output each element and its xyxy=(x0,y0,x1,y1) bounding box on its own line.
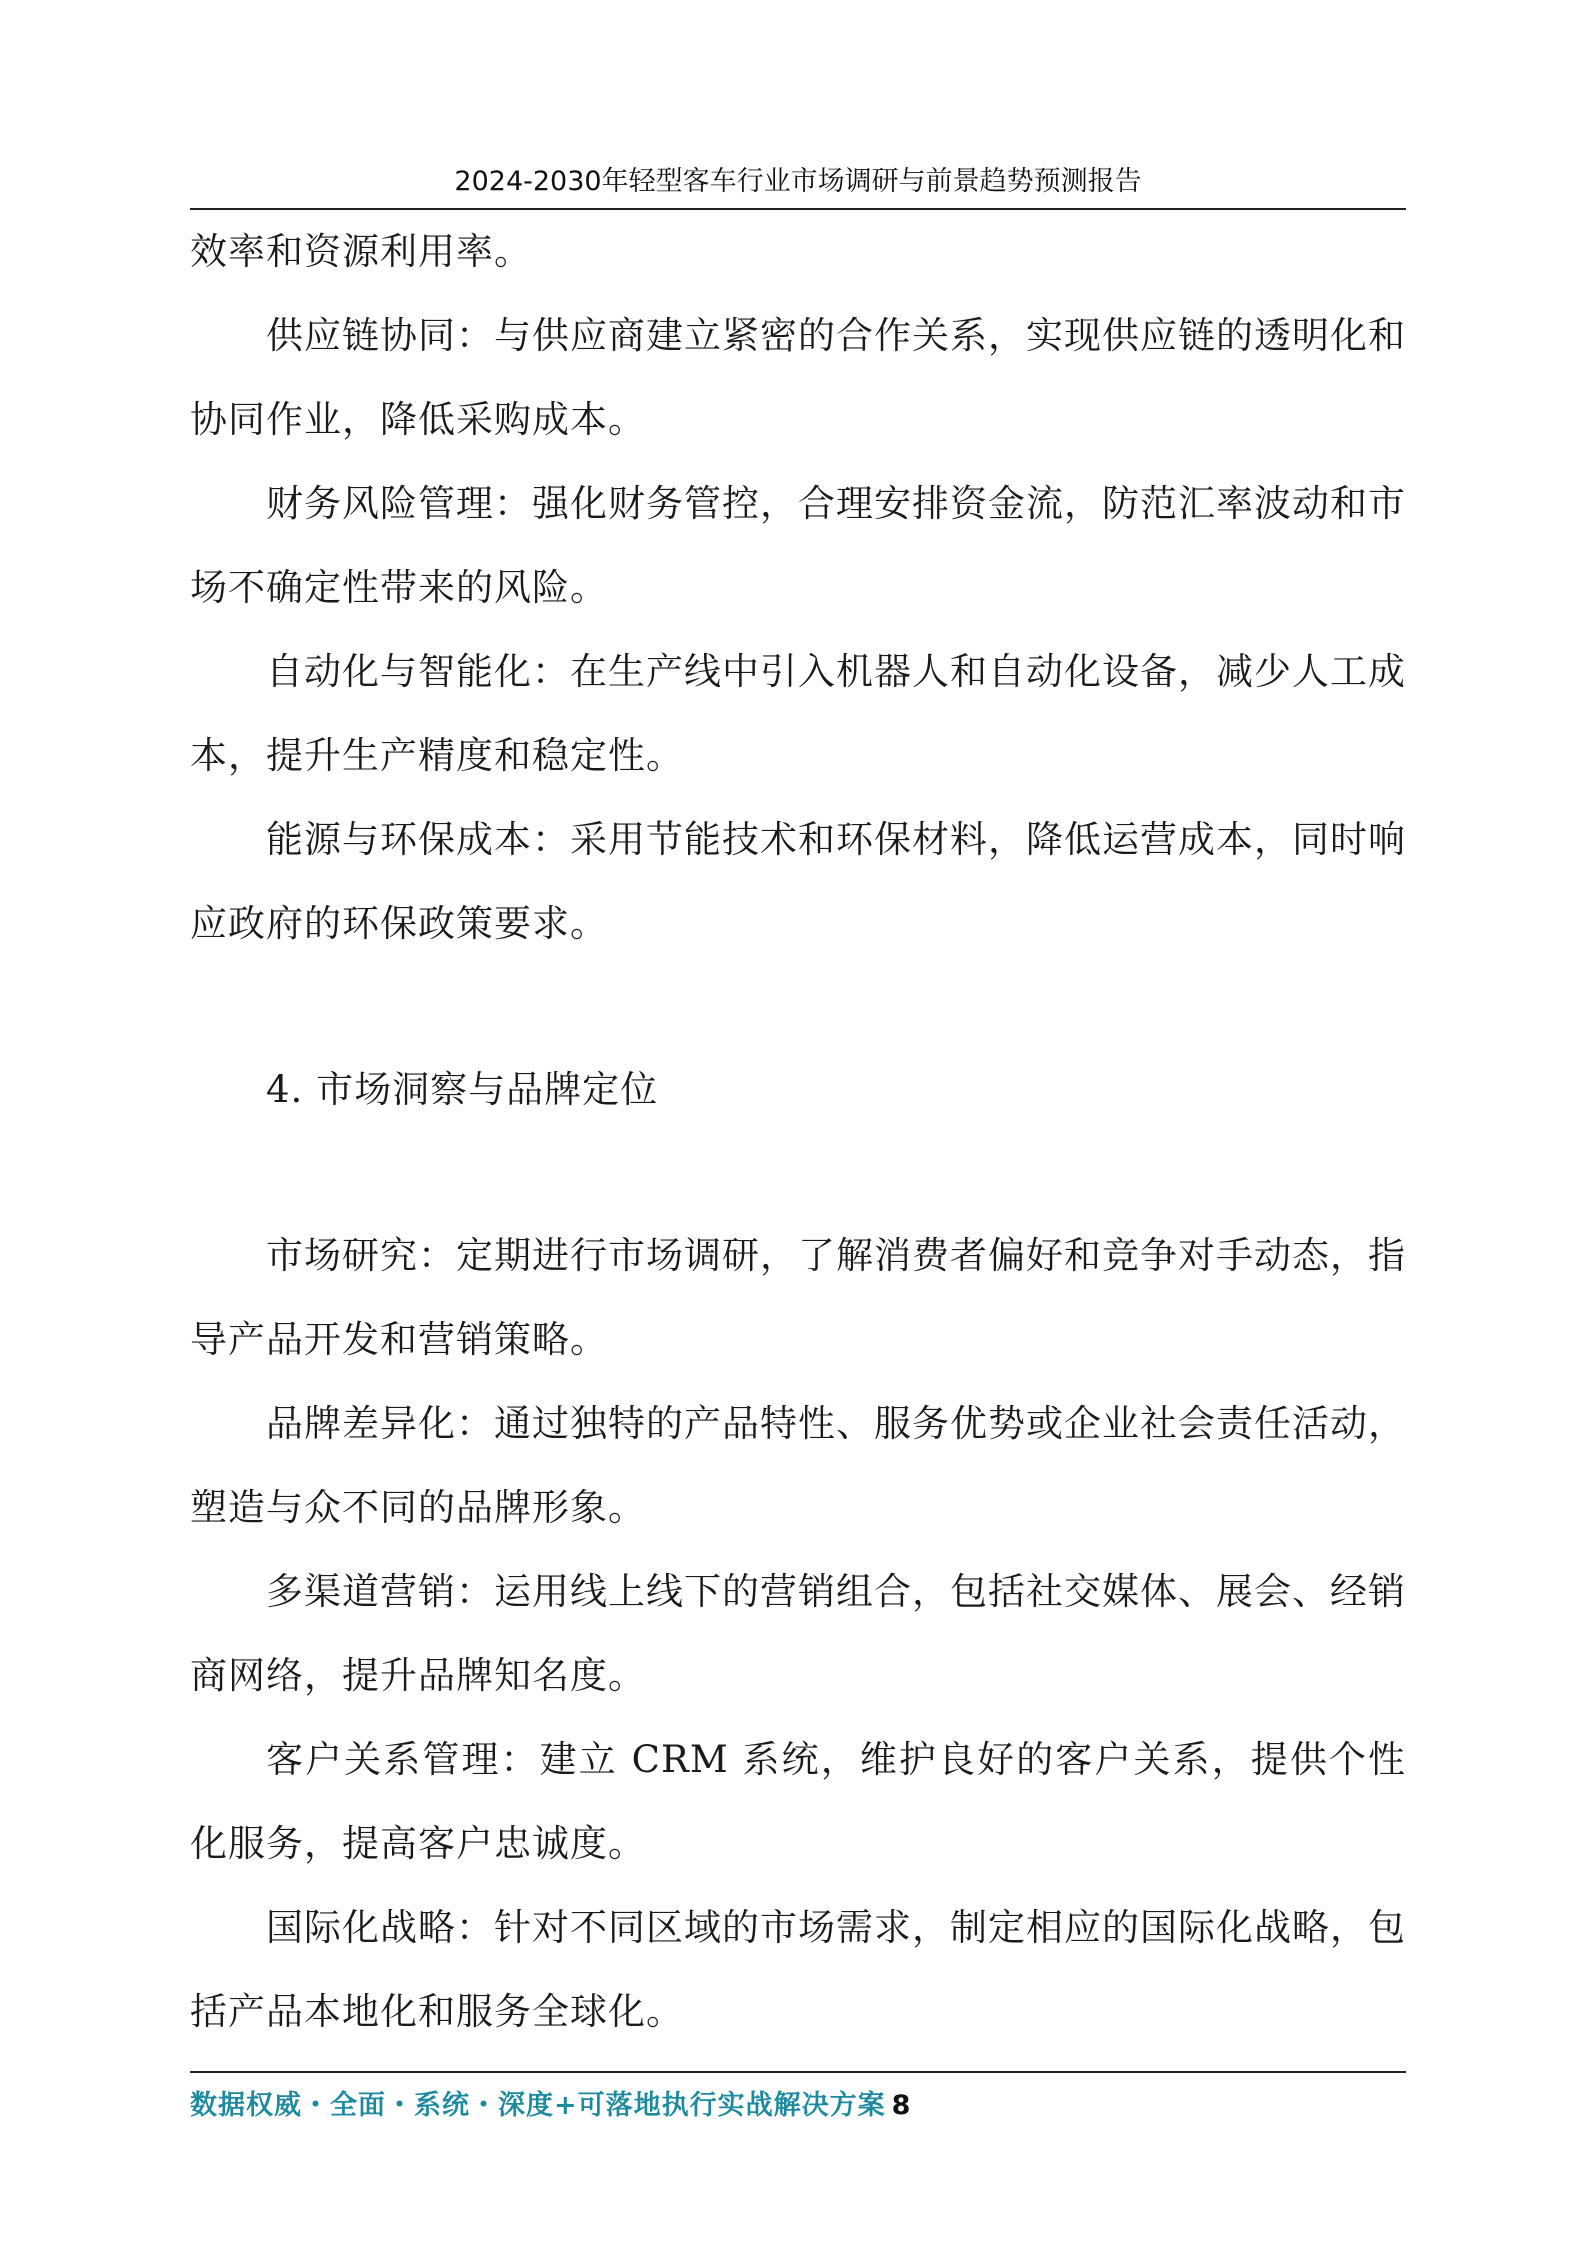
paragraph-financial-risk: 财务风险管理：强化财务管控，合理安排资金流，防范汇率波动和市场不确定性带来的风险。 xyxy=(190,482,1406,609)
page-number: 8 xyxy=(891,2090,912,2121)
paragraph-supply-chain: 供应链协同：与供应商建立紧密的合作关系，实现供应链的透明化和协同作业，降低采购成本。 xyxy=(190,314,1406,441)
section-spacer xyxy=(190,1132,1406,1214)
paragraph-crm: 客户关系管理：建立 CRM 系统，维护良好的客户关系，提供个性化服务，提高客户忠诚度。 xyxy=(190,1738,1406,1865)
paragraph-internationalization: 国际化战略：针对不同区域的市场需求，制定相应的国际化战略，包括产品本地化和服务全球化。 xyxy=(190,1906,1406,2033)
paragraph-continuation: 效率和资源利用率。 xyxy=(190,230,532,273)
section-heading: 4. 市场洞察与品牌定位 xyxy=(266,1068,659,1111)
paragraph-brand-differentiation: 品牌差异化：通过独特的产品特性、服务优势或企业社会责任活动，塑造与众不同的品牌形象。 xyxy=(190,1402,1406,1529)
paragraph-automation: 自动化与智能化：在生产线中引入机器人和自动化设备，减少人工成本，提升生产精度和稳定性。 xyxy=(190,650,1406,777)
paragraph-market-research: 市场研究：定期进行市场调研，了解消费者偏好和竞争对手动态，指导产品开发和营销策略。 xyxy=(190,1234,1406,1361)
section-spacer xyxy=(190,966,1406,1048)
footer-slogan: 数据权威・全面・系统・深度+可落地执行实战解决方案 xyxy=(190,2090,886,2121)
page-header-title: 2024-2030年轻型客车行业市场调研与前景趋势预测报告 xyxy=(454,166,1142,197)
document-body xyxy=(190,210,1406,2054)
paragraph-multichannel-marketing: 多渠道营销：运用线上线下的营销组合，包括社交媒体、展会、经销商网络，提升品牌知名度。 xyxy=(190,1570,1406,1697)
footer-divider xyxy=(190,2071,1406,2073)
page-footer xyxy=(190,2086,911,2126)
paragraph-energy-cost: 能源与环保成本：采用节能技术和环保材料，降低运营成本，同时响应政府的环保政策要求。 xyxy=(190,818,1406,945)
